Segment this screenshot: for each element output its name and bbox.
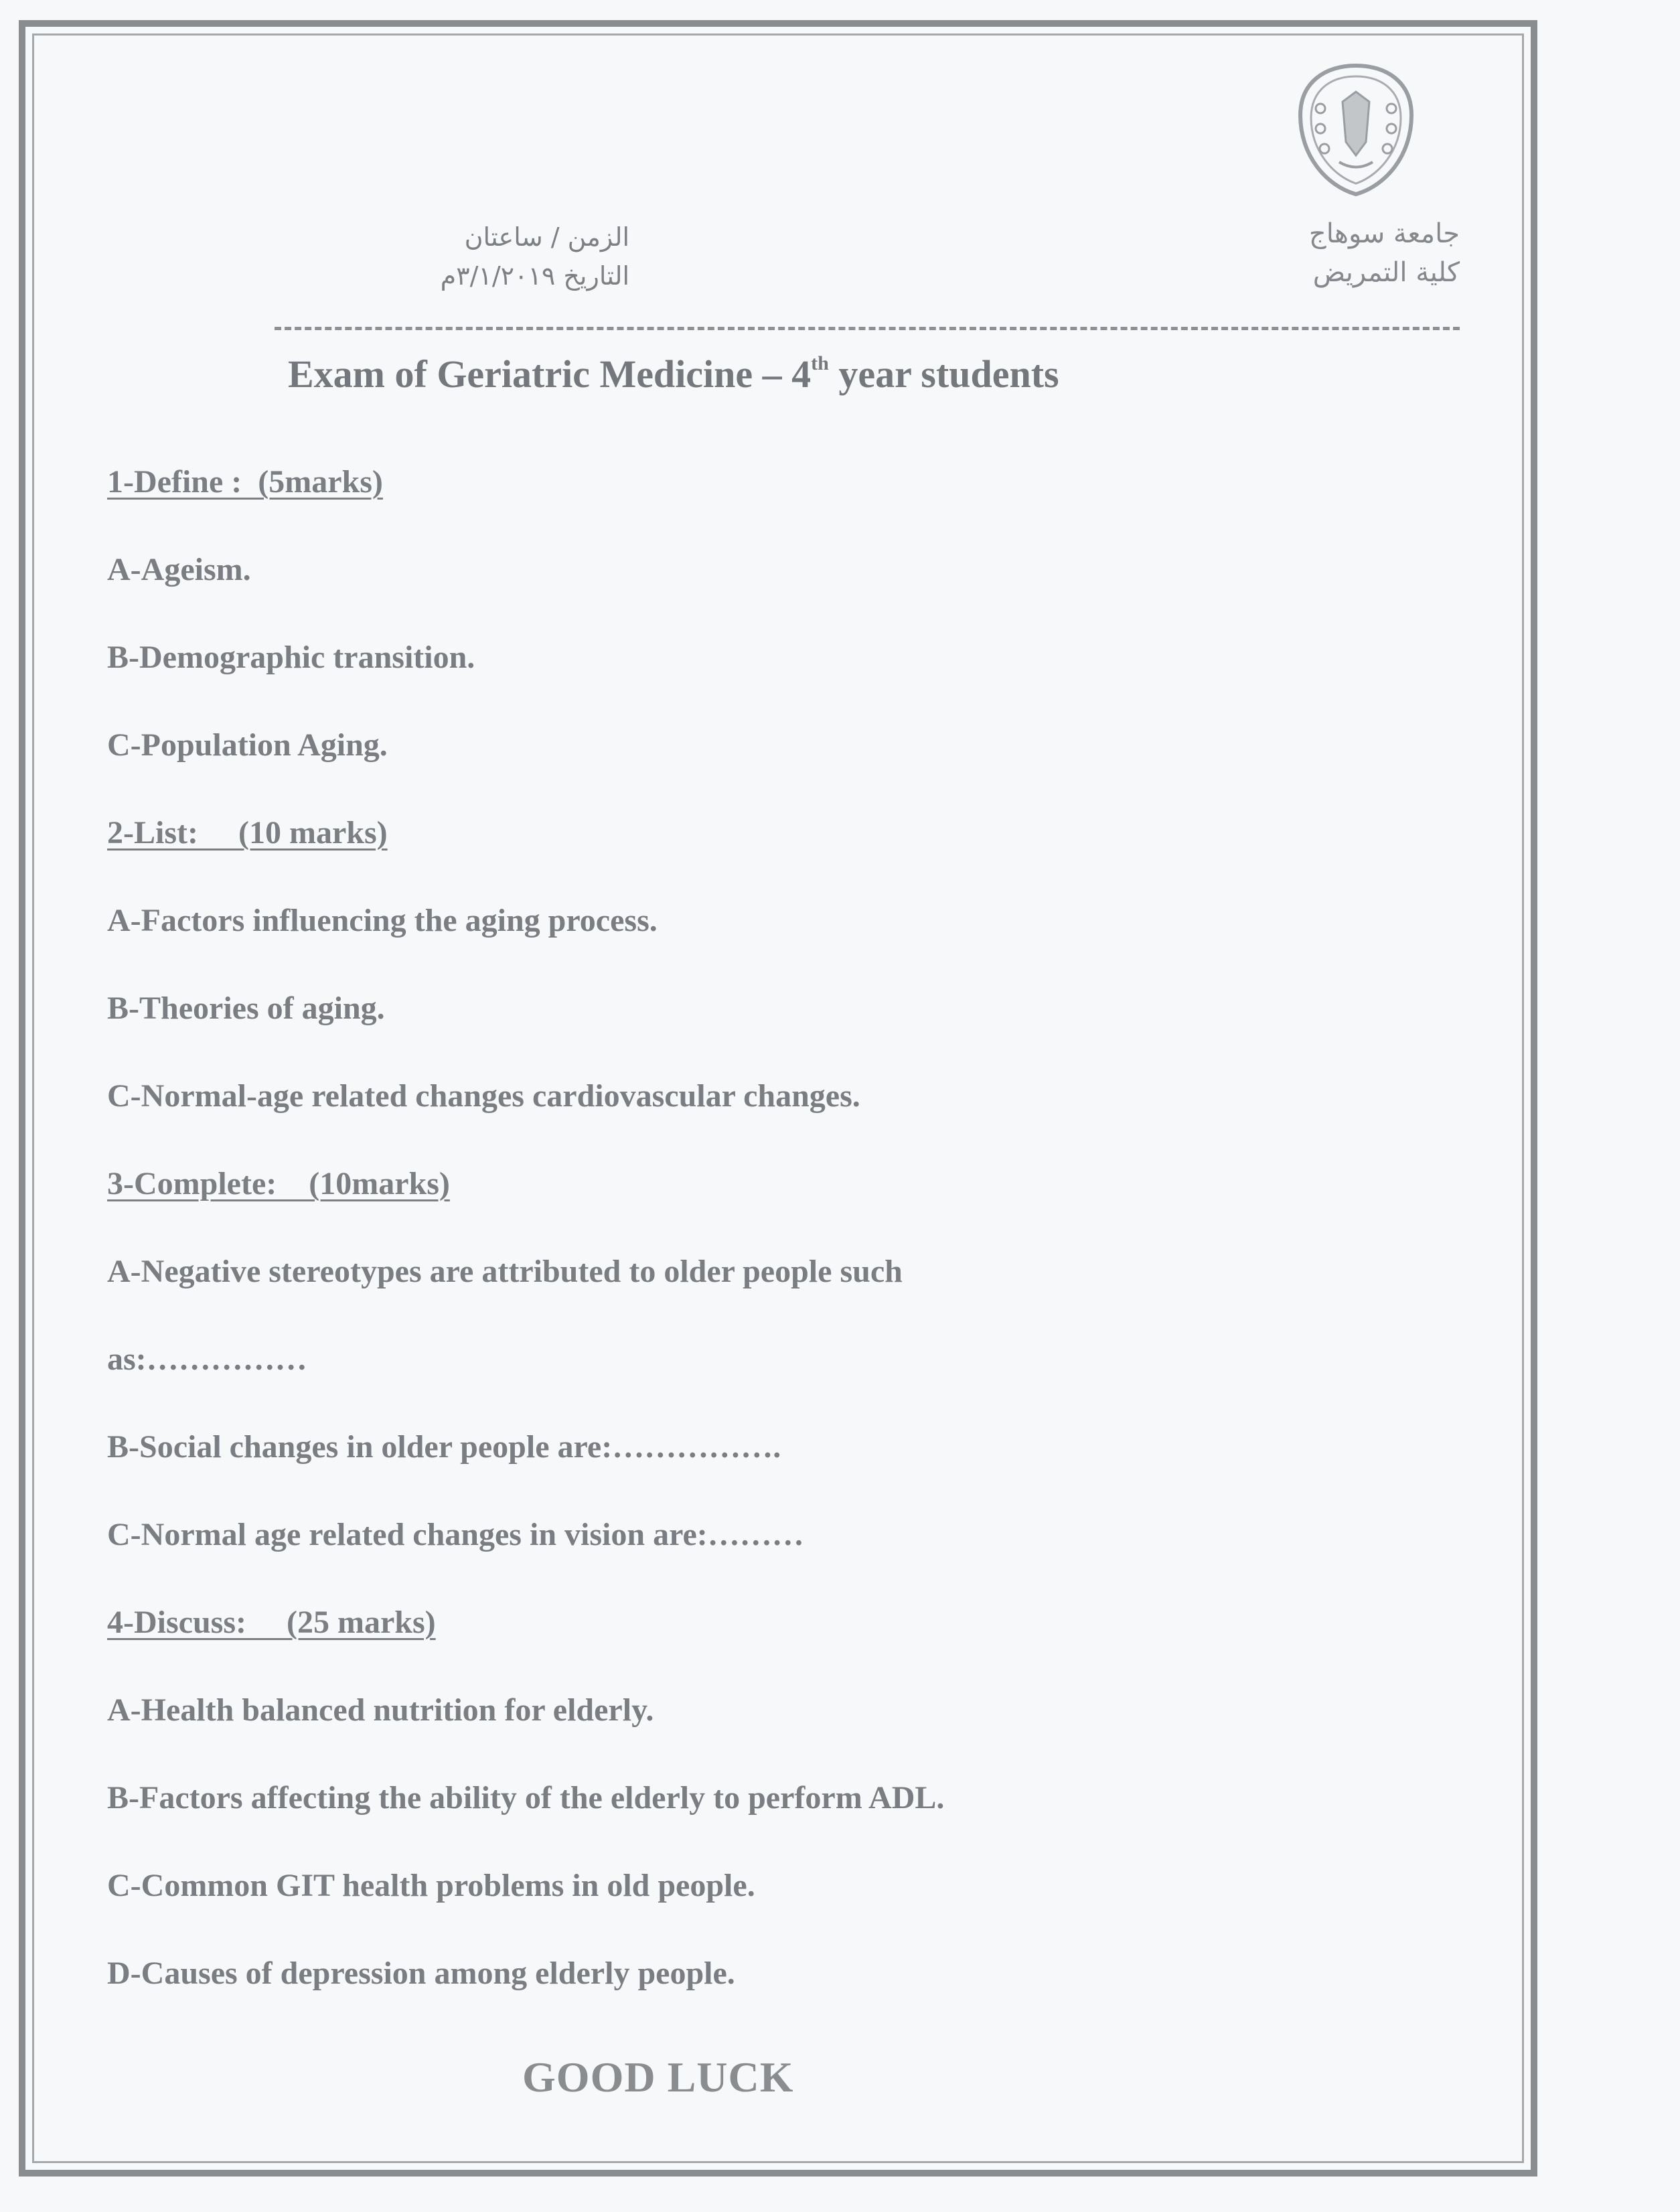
question-item: B-Factors affecting the ability of the elderly to perform ADL. xyxy=(107,1780,945,1816)
question-item: A-Negative stereotypes are attributed to older people such xyxy=(107,1254,903,1289)
question-item: D-Causes of depression among elderly people. xyxy=(107,1956,735,1991)
question-heading-discuss: 4-Discuss: (25 marks) xyxy=(107,1605,436,1640)
university-name-block xyxy=(1192,214,1460,292)
question-heading-complete: 3-Complete: (10marks) xyxy=(107,1166,450,1201)
exam-date: التاريخ ٣/١/٢٠١٩م xyxy=(440,261,629,291)
university-seal-icon xyxy=(1292,62,1420,199)
question-item: as:…………… xyxy=(107,1341,307,1377)
exam-title-rest: year students xyxy=(828,352,1059,396)
exam-title xyxy=(288,352,1292,396)
university-name: جامعة سوهاج xyxy=(1308,218,1460,249)
question-item: C-Population Aging. xyxy=(107,727,388,763)
question-item: C-Normal age related changes in vision are:……… xyxy=(107,1517,804,1552)
header-divider xyxy=(275,327,1460,330)
exam-meta-block xyxy=(281,218,629,295)
closing-text: GOOD LUCK xyxy=(522,2053,794,2101)
question-heading-define: 1-Define : (5marks) xyxy=(107,464,383,500)
question-item: A-Ageism. xyxy=(107,552,251,587)
question-item: C-Normal-age related changes cardiovascular changes. xyxy=(107,1078,860,1114)
question-item: A-Health balanced nutrition for elderly. xyxy=(107,1692,654,1728)
question-item: B-Demographic transition. xyxy=(107,640,475,675)
faculty-name: كلية التمريض xyxy=(1312,257,1460,288)
question-heading-list: 2-List: (10 marks) xyxy=(107,815,388,851)
exam-title-superscript: th xyxy=(811,352,829,374)
question-item: B-Social changes in older people are:……………. xyxy=(107,1429,781,1465)
question-item: A-Factors influencing the aging process. xyxy=(107,903,658,938)
question-item: B-Theories of aging. xyxy=(107,990,385,1026)
question-item: C-Common GIT health problems in old people. xyxy=(107,1868,755,1903)
exam-questions xyxy=(107,462,1446,2041)
exam-title-main: Exam of Geriatric Medicine – 4 xyxy=(288,352,812,396)
exam-duration: الزمن / ساعتان xyxy=(464,222,629,252)
